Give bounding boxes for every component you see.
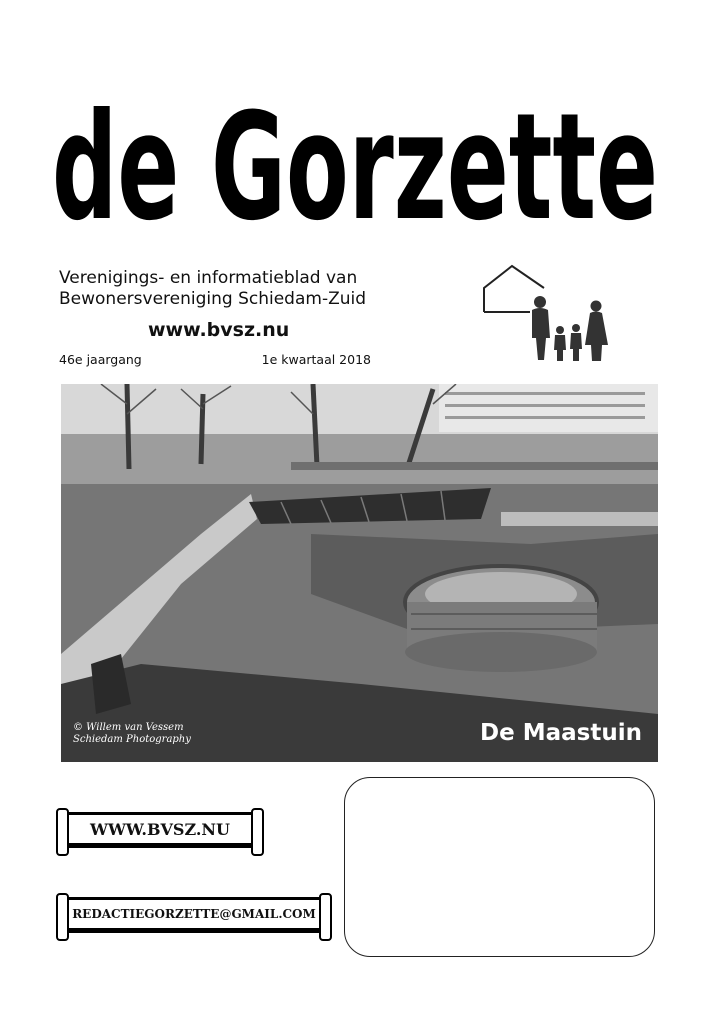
subtitle-line-1: Verenigings- en informatieblad van <box>59 268 358 288</box>
website-banner[interactable] <box>62 812 258 846</box>
cover-photo <box>61 384 658 762</box>
volume-label: 46e jaargang <box>59 352 142 367</box>
subtitle-line-2: Bewonersvereniging Schiedam-Zuid <box>59 289 367 309</box>
website-banner-label: WWW.BVSZ.NU <box>89 819 231 839</box>
website-url[interactable]: www.bvsz.nu <box>148 319 290 341</box>
email-banner-label: REDACTIEGORZETTE@GMAIL.COM <box>72 907 316 921</box>
issue-info <box>59 352 371 367</box>
family-house-logo-icon <box>478 260 618 370</box>
quarter-label: 1e kwartaal 2018 <box>261 352 371 367</box>
photo-caption: De Maastuin <box>480 720 642 746</box>
masthead-title <box>52 78 672 258</box>
photo-credit <box>73 722 191 746</box>
email-banner[interactable] <box>62 897 326 931</box>
masthead-title-text: de Gorzette <box>52 82 658 254</box>
address-box <box>344 777 655 957</box>
subtitle <box>59 268 366 310</box>
photo-credit-line-2: Schiedam Photography <box>73 734 191 745</box>
photo-credit-line-1: © Willem van Vessem <box>73 722 184 733</box>
